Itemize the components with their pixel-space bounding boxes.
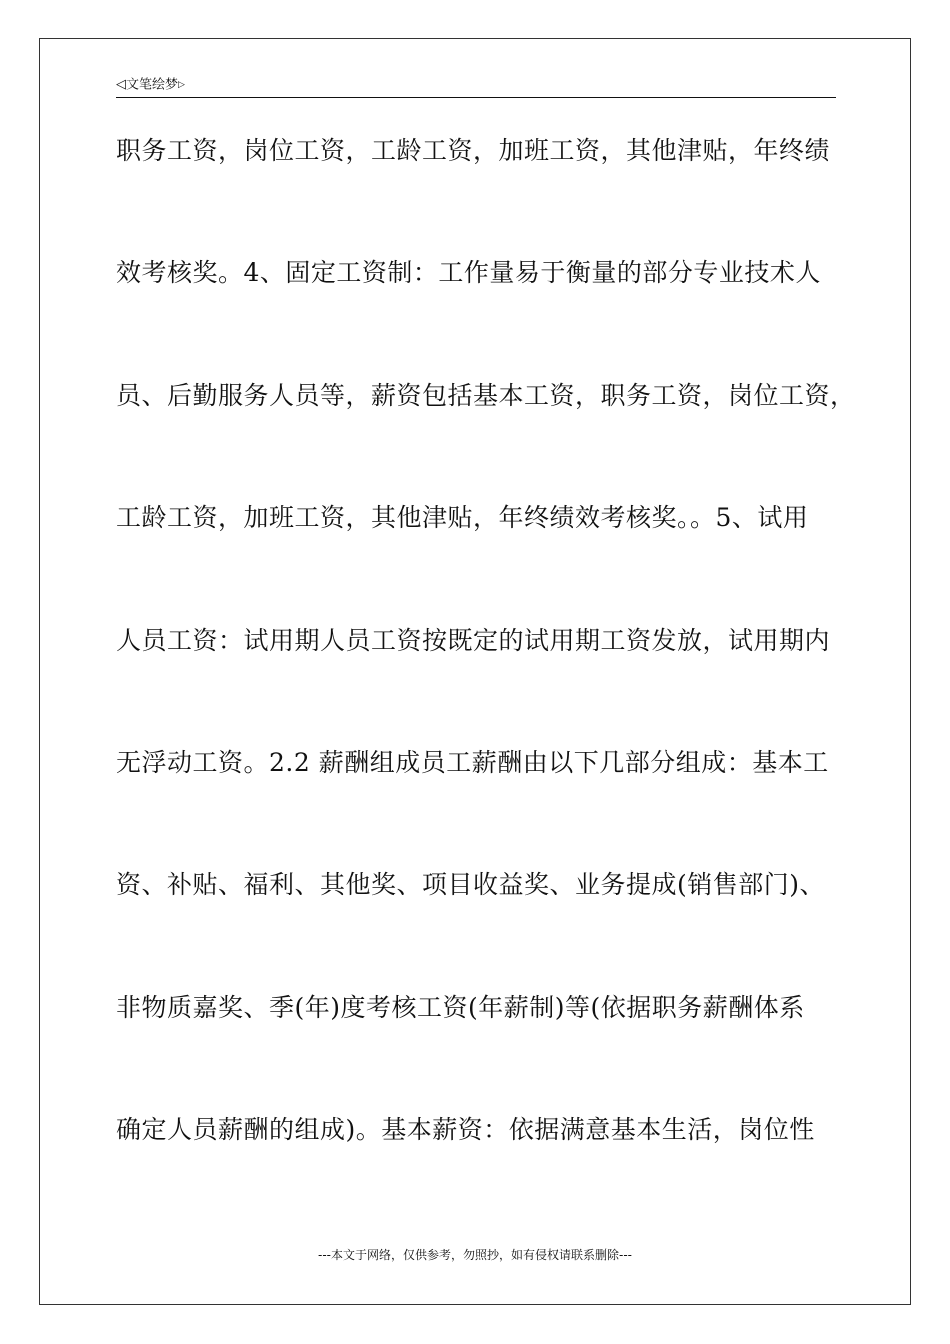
left-triangle-icon: ◁	[116, 77, 126, 92]
body-line: 非物质嘉奖、季(年)度考核工资(年薪制)等(依据职务薪酬体系	[116, 992, 805, 1022]
page-header	[116, 74, 836, 98]
body-line: 效考核奖。4、固定工资制：工作量易于衡量的部分专业技术人	[116, 258, 821, 288]
body-line: 工龄工资，加班工资，其他津贴，年终绩效考核奖。。5、试用	[116, 503, 809, 533]
document-body	[116, 116, 856, 1218]
page-footer: ---本文于网络，仅供参考，勿照抄，如有侵权请联系删除---	[318, 1248, 632, 1262]
header-divider	[116, 97, 836, 98]
body-line: 员、后勤服务人员等，薪资包括基本工资，职务工资，岗位工资，	[116, 380, 856, 410]
right-triangle-icon: ▷	[178, 80, 185, 90]
body-line: 职务工资，岗位工资，工龄工资，加班工资，其他津贴，年终绩	[116, 136, 831, 165]
body-line: 资、补贴、福利、其他奖、项目收益奖、业务提成(销售部门)、	[116, 870, 826, 900]
body-line: 无浮动工资。2.2 薪酬组成员工薪酬由以下几部分组成：基本工	[116, 747, 829, 777]
body-line: 人员工资：试用期人员工资按既定的试用期工资发放，试用期内	[116, 625, 831, 655]
header-title: 文笔绘梦	[126, 77, 179, 93]
body-line: 确定人员薪酬的组成)。基本薪资：依据满意基本生活，岗位性	[116, 1115, 815, 1145]
